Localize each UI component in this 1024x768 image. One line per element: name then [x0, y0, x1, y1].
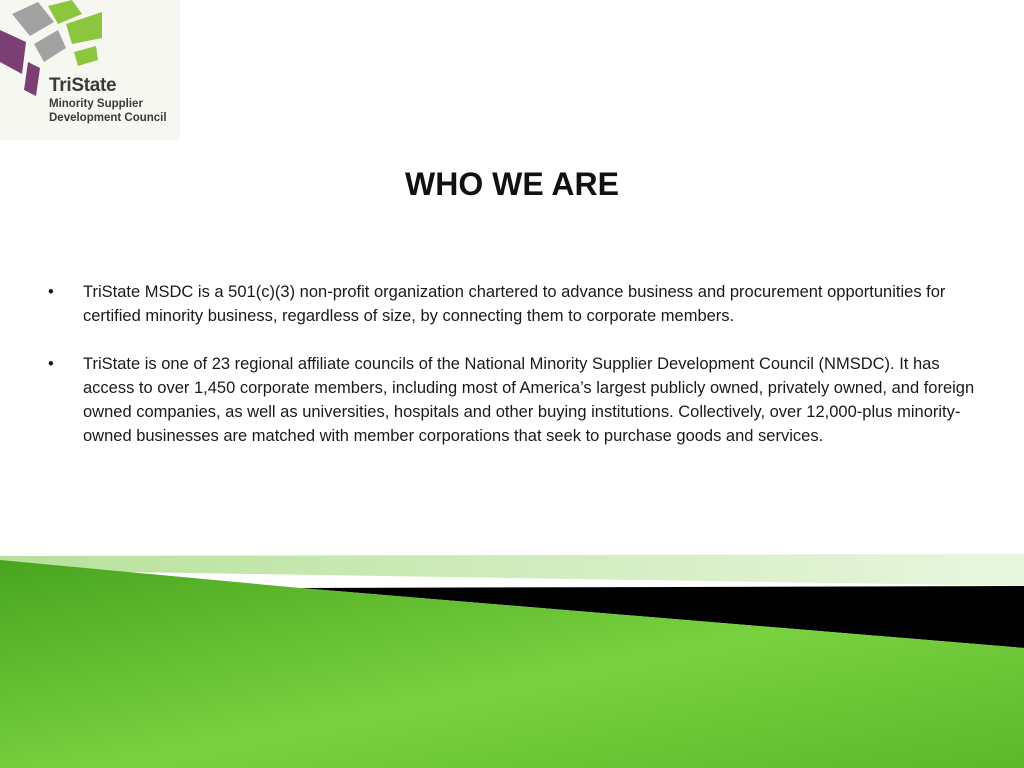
logo-name: TriState	[49, 75, 117, 96]
bullet-item	[48, 280, 988, 328]
bullet-text: TriState is one of 23 regional affiliate councils of the National Minority Supplier Development Council (NMSDC). It has access to over 1,450 corporate members, including most of America’s largest publicly owned, privately owned, and foreign owned companies, as well as universities, hospitals and other buying institutions. Collectively, over 12,000-plus minority-owned businesses are matched with member corporations that seek to purchase goods and services.	[83, 355, 975, 445]
bullet-text: TriState MSDC is a 501(c)(3) non-profit organization chartered to advance business and procurement opportunities for certified minority business, regardless of size, by connecting them to corporate members.	[83, 283, 946, 325]
logo-subtitle-line2: Development Council	[49, 111, 167, 124]
bullet-item	[48, 352, 988, 448]
slide-title: WHO WE ARE	[405, 166, 619, 202]
logo-subtitle-line1: Minority Supplier	[49, 98, 143, 110]
logo	[0, 0, 180, 140]
bullet-marker: •	[48, 355, 54, 373]
bullet-marker: •	[48, 283, 54, 301]
footer-decoration	[0, 540, 1024, 768]
bullet-list	[48, 280, 988, 472]
